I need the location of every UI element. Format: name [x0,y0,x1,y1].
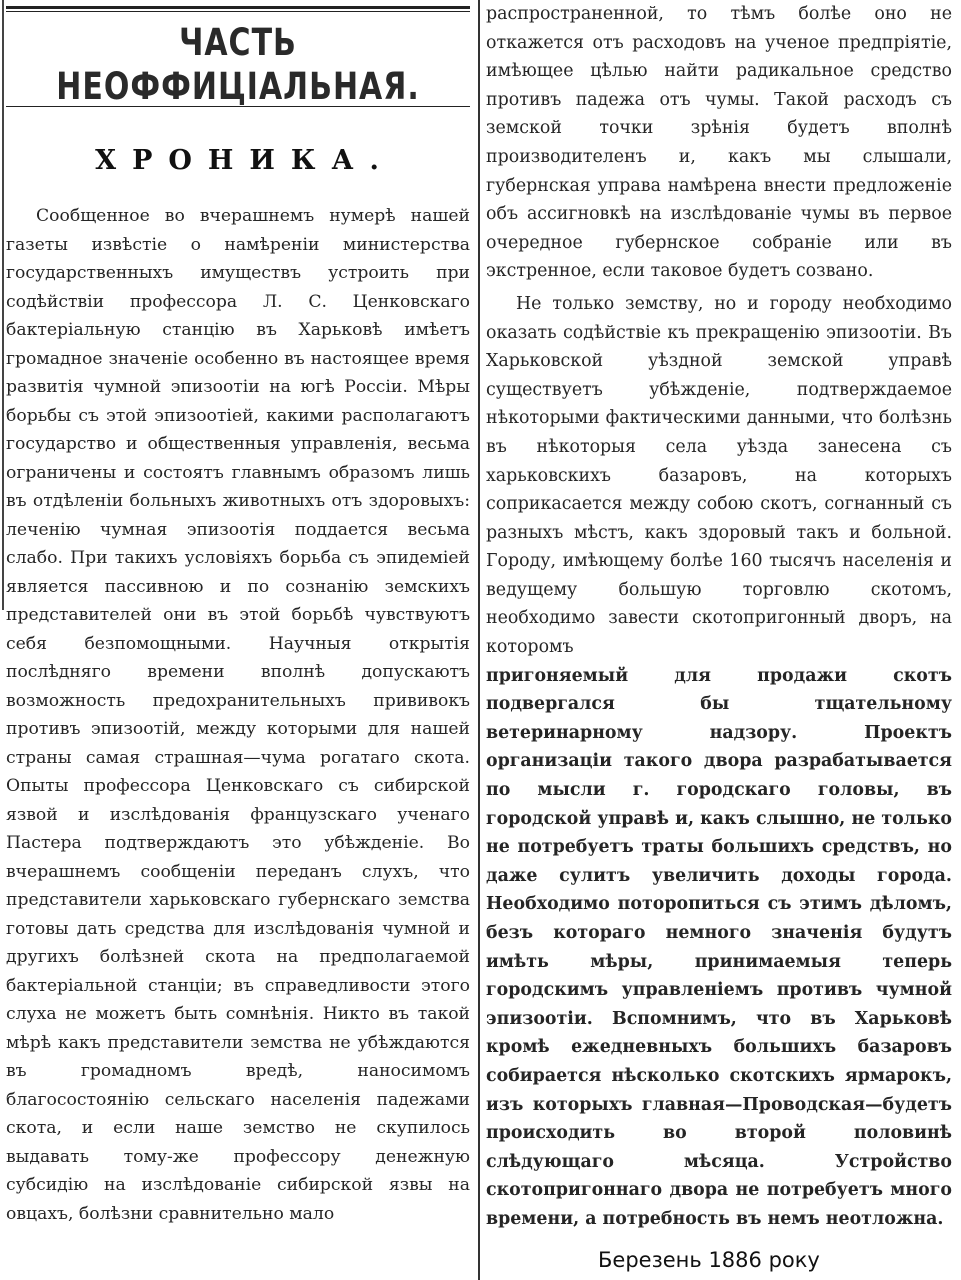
date-caption: Березень 1886 року [598,1248,820,1272]
right-column [486,0,952,1234]
left-column-paragraph: Сообщенное во вчерашнемъ нумерѣ нашей газеты извѣстіе о намѣреніи министерства государственныхъ имуществъ устроить при содѣйствіи профессора Л. С. Ценковскаго бактеріальную станцію въ Харьковѣ имѣетъ громадное значеніе особенно въ настоящее время развитія чумной эпизоотіи на югѣ Россіи. Мѣры борьбы съ этой эпизоотіей, какими располагаютъ государство и общественныя управленія, весьма ограничены и состоятъ главнымъ образомъ лишь въ отдѣленіи больныхъ животныхъ отъ здоровыхъ: леченію чумная эпизоотія поддается весьма слабо. При такихъ условіяхъ борьба съ эпидеміей является пассивною и по сознанію земскихъ представителей они въ этой борьбѣ чувствуютъ себя безпомощными. Научныя открытія послѣдняго времени вполнѣ допускаютъ возможность предохранительныхъ прививокъ противъ эпизоотій, между которыми для нашей страны самая страшная—чума рогатаго скота. Опыты профессора Ценковскаго съ сибирской язвой и изслѣдованія французскаго ученаго Пастера подтверждаютъ это убѣжденіе. Во вчерашнемъ сообщеніи переданъ слухъ, что представители харьковскаго губернскаго земства готовы дать средства для изслѣдованія чумной и другихъ болѣзней скота на предполагаемой бактеріальной станціи; въ справедливости этого слуха не можетъ быть сомнѣнія. Никто въ такой мѣрѣ какъ представители земства не убѣждаются въ громадномъ вредѣ, наносимомъ благосостоянію сельскаго населенія падежами скота, и если наше земство не скупилось выдавать тому-же профессору денежную субсидію на изслѣдованіе сибирской язвы на овцахъ, болѣзни сравнительно мало [6,206,470,1224]
column-divider [478,0,480,1280]
section-title: ЧАСТЬ НЕОФФИЦІАЛЬНАЯ. [56,21,420,109]
right-paragraph-1: распространенной, то тѣмъ болѣе оно не откажется отъ расходовъ на ученое предпріятіе, имѣющее цѣлью найти радикальное средство противъ падежа отъ чумы. Такой расходъ съ земской точки зрѣнія будетъ вполнѣ производителенъ и, какъ мы слышали, губернская управа намѣрена внести предложеніе объ ассигновкѣ на изслѣдованіе чумы въ первое очередное губернское собраніе или въ экстренное, если таковое будетъ созвано. [486,4,952,282]
right-paragraph-2: Не только земству, но и городу необходимо оказать содѣйствіе къ прекращенію эпизоотіи. Въ Харьковской уѣздной земской управѣ существуетъ убѣжденіе, подтверждаемое нѣкоторыми фактическими данными, что болѣзнь въ нѣкоторыя села уѣзда занесена съ харьковскихъ базаровъ, на которыхъ соприкасается между собою скотъ, согнанный съ разныхъ мѣстъ, какъ здоровый такъ и больной. Городу, имѣющему болѣе 160 тысячъ населенія и ведущему большую торговлю скотомъ, необходимо завести скотопригонный дворъ, на которомъ [486,293,952,658]
right-paragraph-3: пригоняемый для продажи скотъ подвергался бы тщательному ветеринарному надзору. Проектъ организаціи такого двора разрабатывается по мысли г. городскаго головы, въ городской управѣ и, какъ слышно, не только не потребуетъ траты большихъ средствъ, но даже сулитъ увеличить доходы города. Необходимо поторопиться съ этимъ дѣломъ, безъ котораго немного значенія будутъ имѣть мѣры, принимаемыя теперь городскимъ управленіемъ противъ чумной эпизоотіи. Вспомнимъ, что въ Харьковѣ кромѣ ежедневныхъ большихъ базаровъ собирается нѣсколько скотскихъ ярмарокъ, изъ которыхъ главная—Проводская—будетъ происходить во второй половинѣ слѣдующаго мѣсяца. Устройство скотопригоннаго двора не потребуетъ много времени, а потребность въ немъ неотложна. [486,665,952,1229]
left-column [6,0,470,1228]
top-rule [6,6,470,9]
chronicle-heading: ХРОНИКА. [95,145,395,176]
left-border-line [2,0,4,610]
top-rule-thin [6,11,470,12]
